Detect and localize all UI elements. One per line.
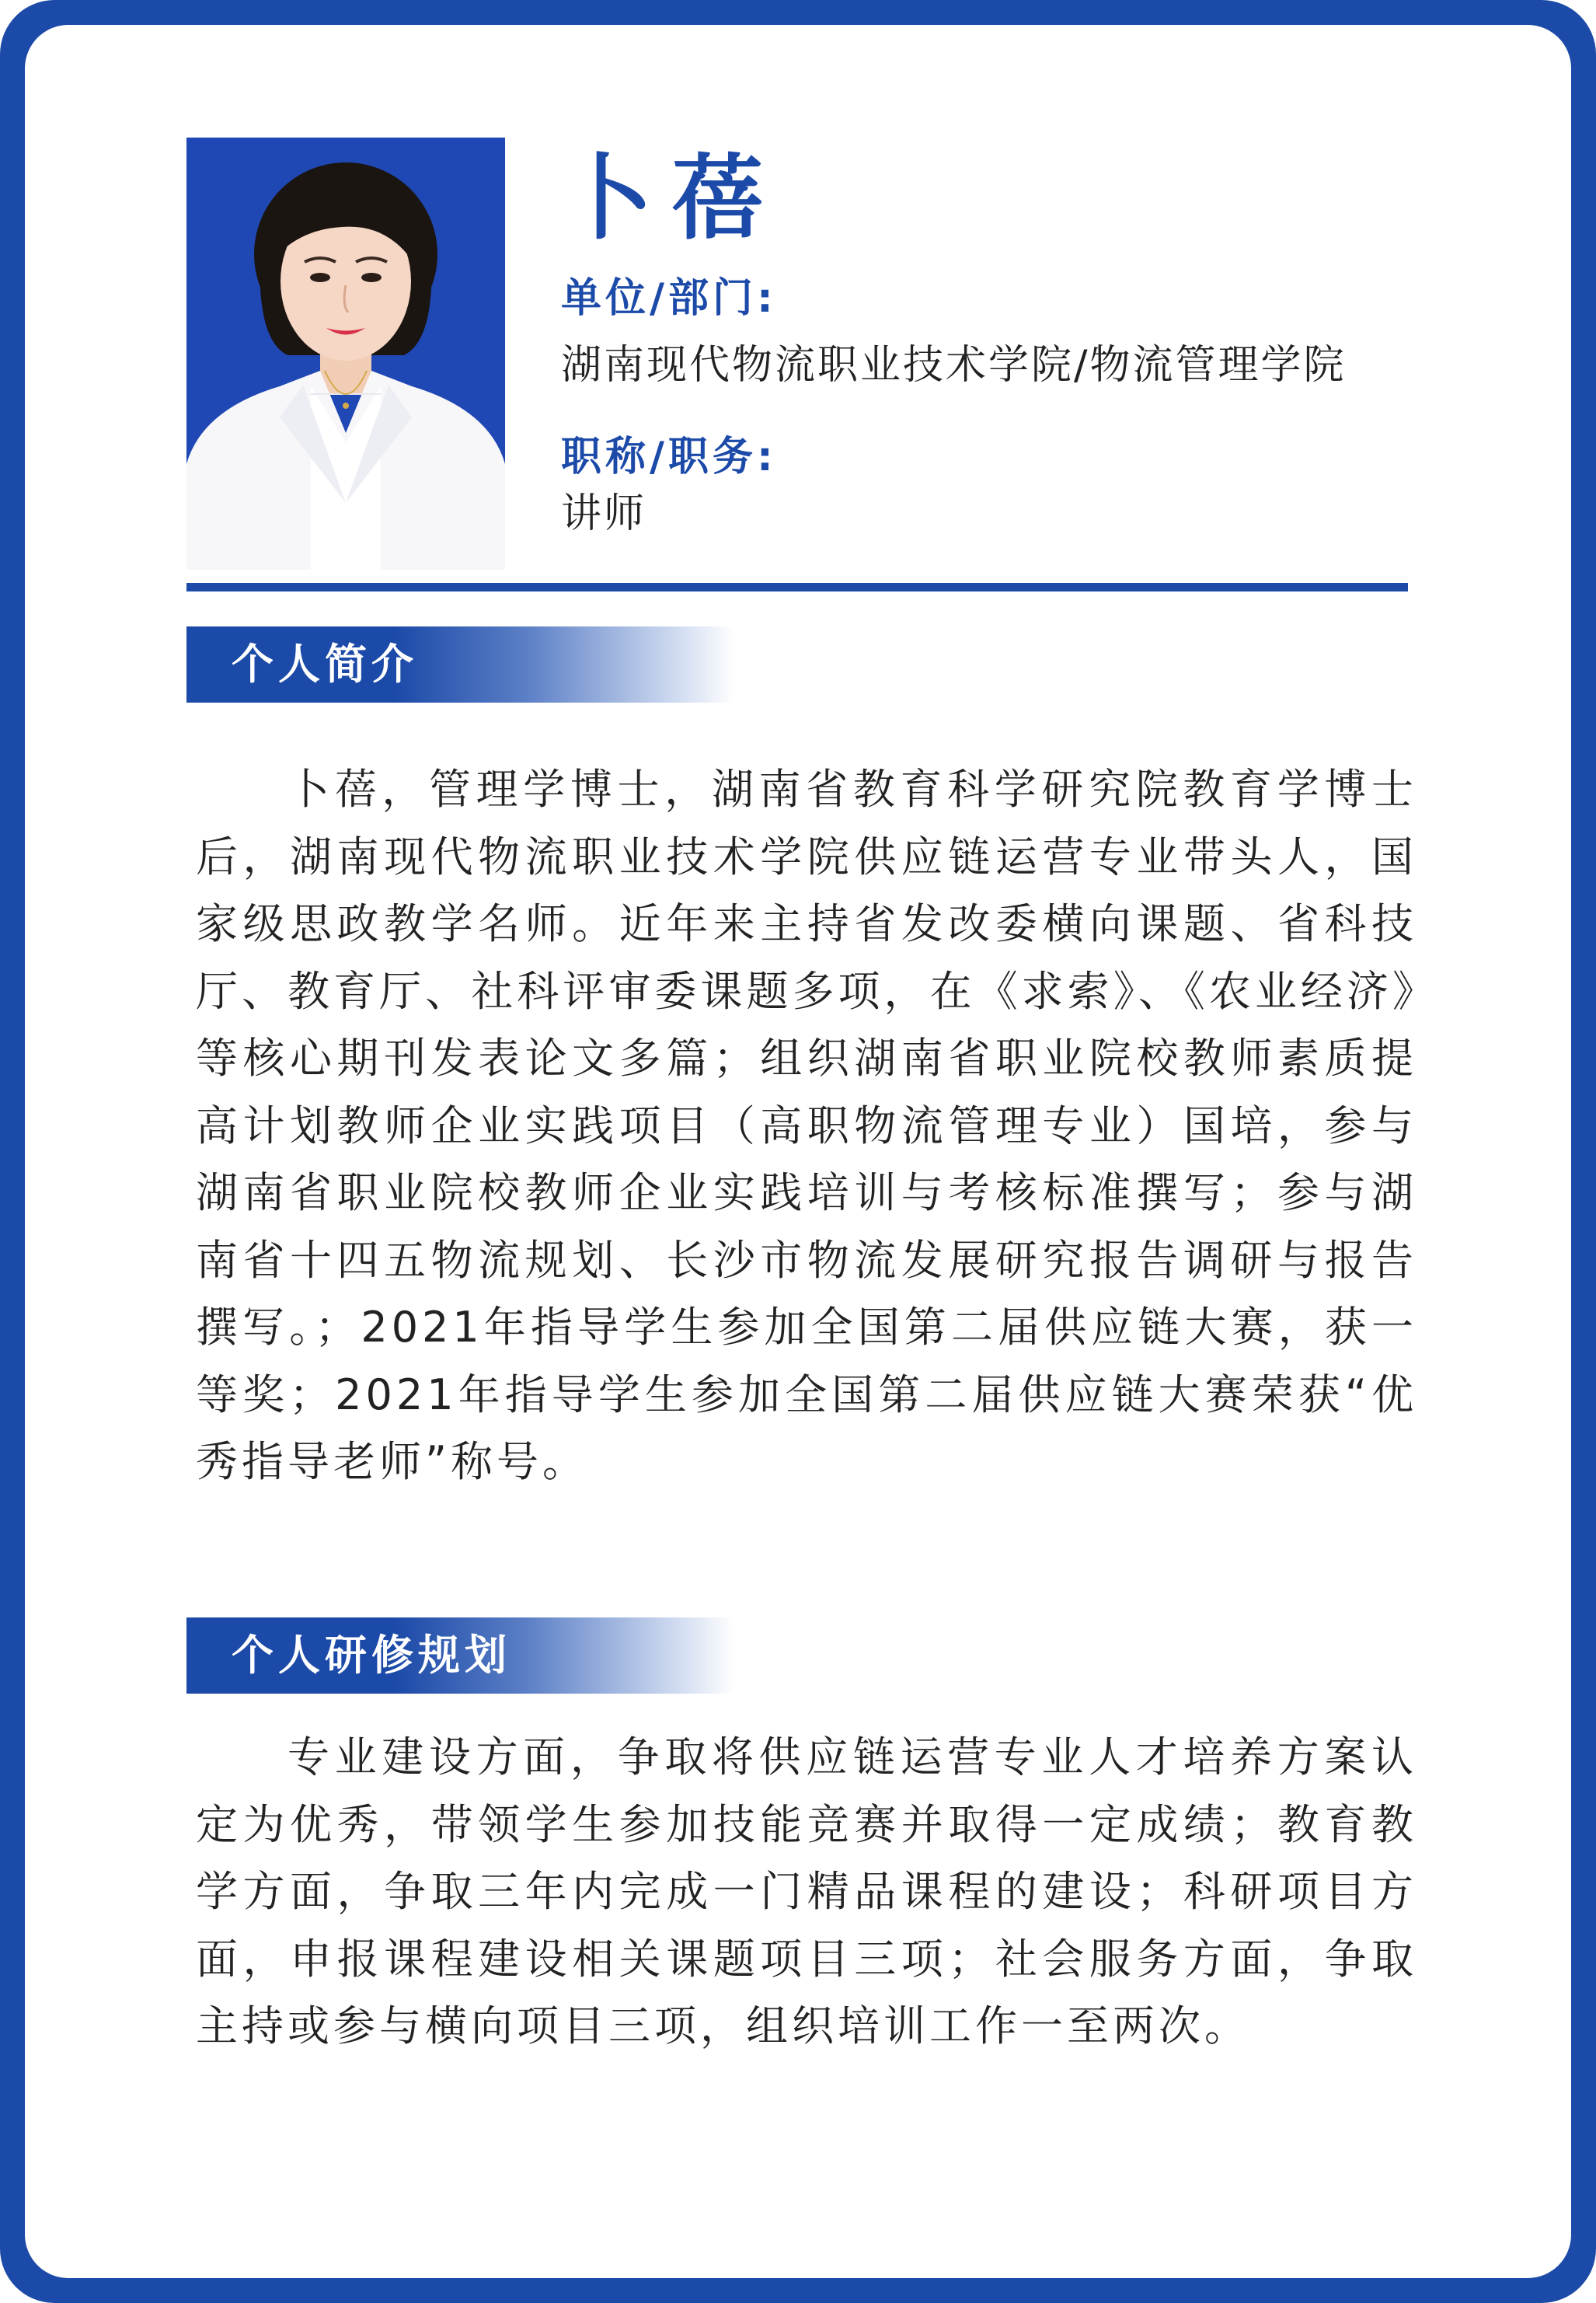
section-header-plan xyxy=(186,1617,734,1694)
header-divider xyxy=(186,583,1408,591)
unit-value: 湖南现代物流职业技术学院/物流管理学院 xyxy=(561,342,1347,389)
title-value: 讲师 xyxy=(561,490,647,537)
title-label: 职称/职务: xyxy=(561,434,777,480)
portrait-illustration xyxy=(186,138,505,570)
section-title-plan: 个人研修规划 xyxy=(232,1631,511,1680)
unit-label: 单位/部门: xyxy=(561,275,777,322)
section-header-intro xyxy=(186,626,734,703)
intro-paragraph: 卜蓓，管理学博士，湖南省教育科学研究院教育学博士后，湖南现代物流职业技术学院供应链运营专业带头人，国家级思政教学名师。近年来主持省发改委横向课题、省科技厅、教育厅、社科评审委课题多项，在《求索》、《农业经济》等核心期刊发表论文多篇；组织湖南省职业院校教师素质提高计划教师企业实践项目（高职物流管理专业）国培，参与湖南省职业院校教师企业实践培训与考核标准撰写；参与湖南省十四五物流规划、长沙市物流发展研究报告调研与报告撰写。；2021年指导学生参加全国第二届供应链大赛，获一等奖；2021年指导学生参加全国第二届供应链大赛荣获“优秀指导老师”称号。 xyxy=(196,765,1417,1486)
portrait-photo xyxy=(186,138,505,570)
person-name: 卜蓓 xyxy=(561,145,782,252)
plan-paragraph: 专业建设方面，争取将供应链运营专业人才培养方案认定为优秀，带领学生参加技能竞赛并取得一定成绩；教育教学方面，争取三年内完成一门精品课程的建设；科研项目方面，申报课程建设相关课题项目三项；社会服务方面，争取主持或参与横向项目三项，组织培训工作一至两次。 xyxy=(196,1732,1417,2050)
section-title-intro: 个人简介 xyxy=(232,640,418,689)
